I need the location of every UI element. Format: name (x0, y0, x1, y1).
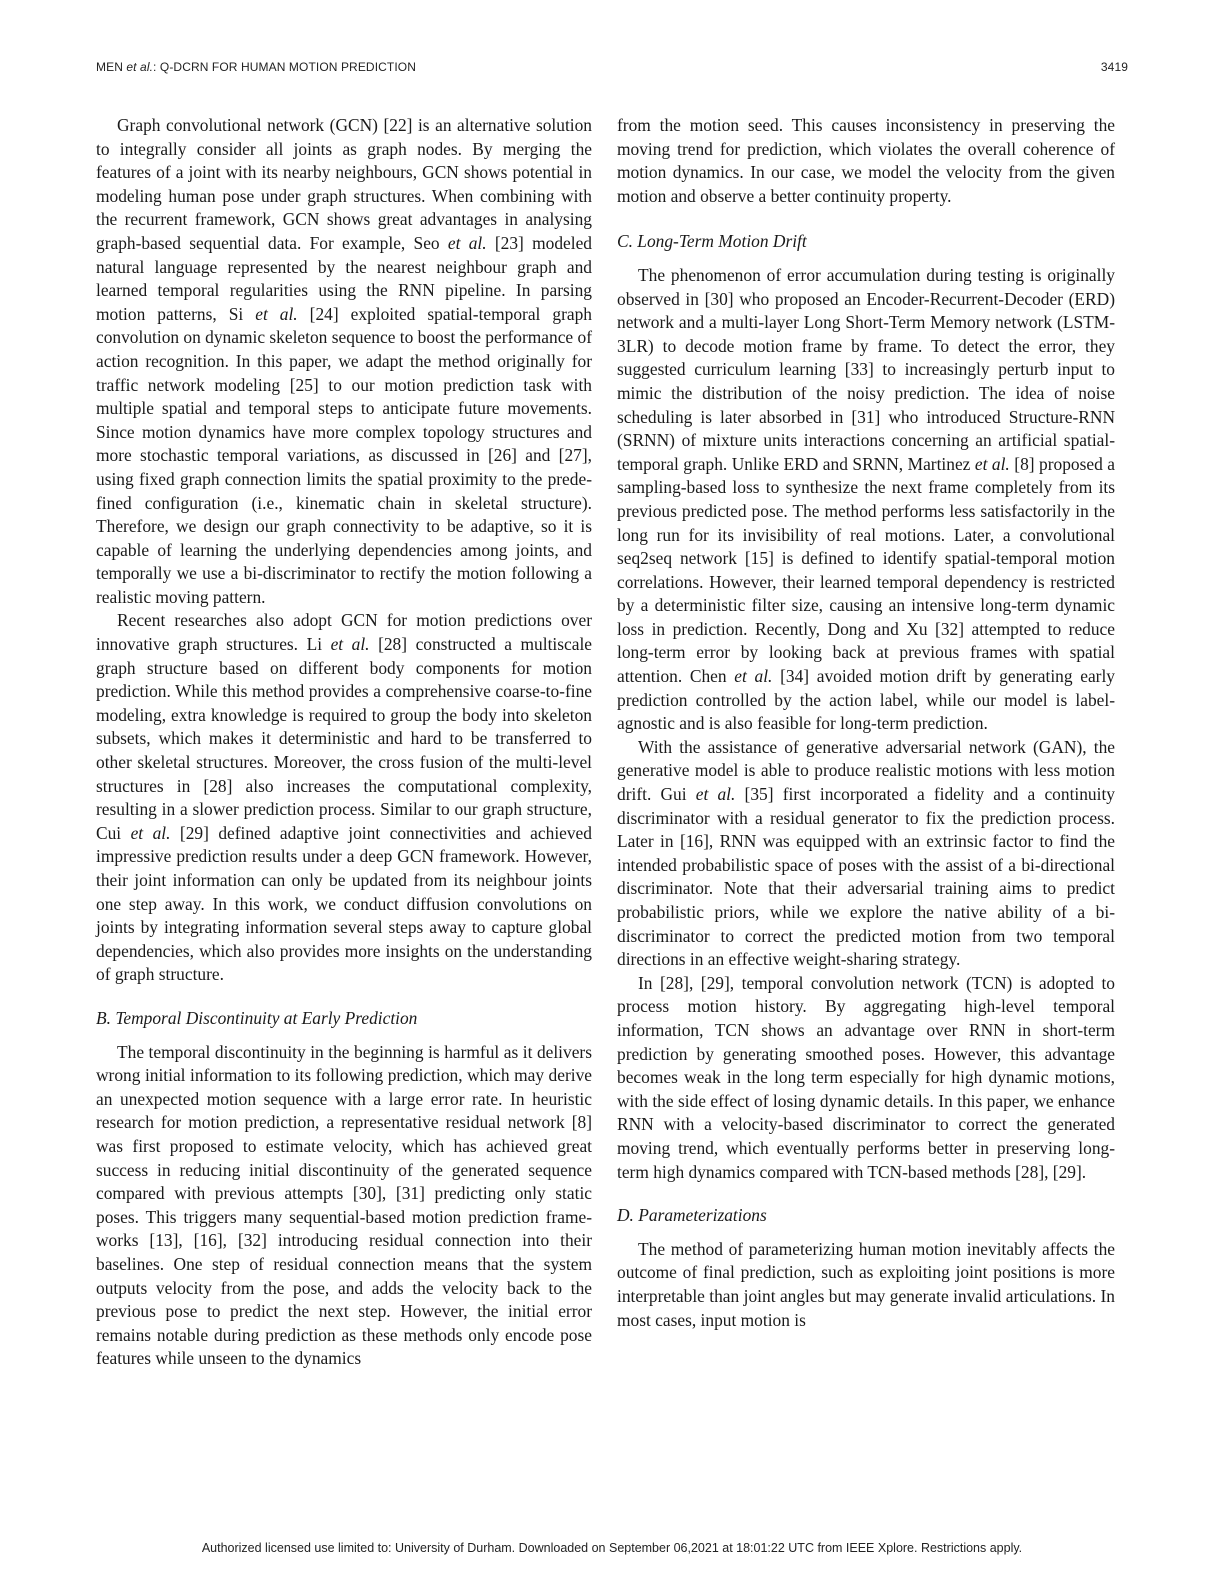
paragraph-parameterizations: The method of parameterizing human motion inevitably affects the outcome of final prediction, such as exploiting joint positions is more interpretable than joint angles but may generate invalid articulations. In most cases, input motion is (617, 1238, 1115, 1330)
right-column (617, 114, 1115, 1332)
page-number: 3419 (1100, 60, 1128, 74)
paragraph-error-accumulation: The phenomenon of error accumulation during testing is originally observed in [30] who proposed an Encoder-Recurrent-Decoder (ERD) network and a multi-layer Long Short-Term Memory network (LSTM-3LR) to decode motion frame by frame. To detect the error, they suggested curriculum learning [33] to increasingly perturb input to mimic the distribution of the noisy prediction. The idea of noise scheduling is later absorbed in [31] who introduced Structure-RNN (SRNN) of mixture units interactions concerning an artificial spatial-temporal graph. Unlike ERD and SRNN, Martinez et al. [8] proposed a sampling-based loss to synthesize the next frame completely from its previous predicted pose. The method performs less satisfactorily in the long run for its invisibility of real motions. Later, a convolutional seq2seq network [15] is defined to identify spatial-temporal motion correlations. However, their learned temporal dependency is restricted by a deterministic filter size, causing an intensive long-term dynamic loss in prediction. Recently, Dong and Xu [32] attempted to reduce long-term error by looking back at previous frames with spatial attention. Chen et al. [34] avoided motion drift by generating early prediction controlled by the action label, while our model is label-agnostic and is also feasible for long-term prediction. (617, 264, 1115, 734)
running-header (96, 60, 1128, 74)
left-column (96, 114, 592, 1371)
paragraph-gcn: Graph convolutional network (GCN) [22] is an alternative solution to integrally consider all joints as graph nodes. By merging the features of a joint with its nearby neighbours, GCN shows potential in modeling human pose under graph structures. When combining with the recurrent framework, GCN shows great advantages in analysing graph-based sequential data. For example, Seo et al. [23] modeled natural language represented by the nearest neighbour graph and learned temporal regularities using the RNN pipeline. In parsing motion patterns, Si et al. [24] exploited spatial-temporal graph convolution on dynamic skeleton sequence to boost the performance of action recognition. In this paper, we adapt the method originally for traffic network modeling [25] to our motion prediction task with multiple spatial and temporal steps to anticipate future movements. Since motion dynamics have more complex topology structures and more stochastic temporal variations, as discussed in [26] and [27], using fixed graph connection limits the spatial proximity to the predefined configuration (i.e., kinematic chain in skeletal structure). Therefore, we design our graph connectivity to be adaptive, so it is capable of learning the underlying dependencies among joints, and temporally we use a bi-discriminator to rectify the motion following a realistic moving pattern. (96, 115, 592, 607)
paragraph-continued: from the motion seed. This causes inconsistency in preserving the moving trend for prediction, which violates the overall coherence of motion dynamics. In our case, we model the velocity from the given motion and observe a better continuity property. (617, 115, 1115, 206)
section-heading-d: D. Parameterizations (617, 1205, 767, 1226)
paragraph-gan: With the assistance of generative adversarial network (GAN), the generative model is able to produce realistic motions with less motion drift. Gui et al. [35] first incorporated a fidelity and a continuity discriminator with a residual generator to fix the prediction process. Later in [16], RNN was equipped with an extrinsic factor to find the intended probabilistic space of poses with the assist of a bi-directional discriminator. Note that their adversarial training aims to predict probabilistic priors, while we explore the native ability of a bi-discriminator to correct the predicted motion from two temporal directions in an effective weight-sharing strategy. (617, 736, 1115, 970)
paragraph-tcn: In [28], [29], temporal convolution network (TCN) is adopted to process motion history. By aggregating high-level temporal information, TCN shows an advantage over RNN in short-term prediction by generating smoothed poses. However, this advantage becomes weak in the long term especially for high dynamic motions, with the side effect of losing dynamic details. In this paper, we enhance RNN with a velocity-based discriminator to correct the generated moving trend, which eventually performs better in preserving long-term high dynamics compared with TCN-based methods [28], [29]. (617, 972, 1115, 1182)
section-heading-c: C. Long-Term Motion Drift (617, 231, 807, 252)
license-footer: Authorized licensed use limited to: University of Durham. Downloaded on September 06,2021 at 18:01:22 UTC from IEEE Xplore. Restrictions apply. (201, 1541, 1023, 1555)
running-title: MEN et al.: Q-DCRN FOR HUMAN MOTION PREDICTION (96, 60, 416, 74)
section-heading-b: B. Temporal Discontinuity at Early Prediction (96, 1007, 418, 1028)
paragraph-gcn-motion: Recent researches also adopt GCN for motion predictions over innovative graph structures. Li et al. [28] constructed a multiscale graph structure based on different body components for motion prediction. While this method provides a comprehensive coarse-to-fine modeling, extra knowledge is required to group the body into skeleton subsets, which makes it deterministic and hard to be transferred to other skeletal structures. Moreover, the cross fusion of the multi-level structures in [28] also increases the computational complexity, resulting in a slower prediction process. Similar to our graph structure, Cui et al. [29] defined adaptive joint connectivities and achieved impressive prediction results under a deep GCN framework. However, their joint information can only be updated from its neighbour joints one step away. In this work, we conduct diffusion convolutions on joints by integrating information several steps away to capture global dependencies, which also provides more insights on the understanding of graph structure. (96, 610, 592, 985)
paragraph-temporal-discontinuity: The temporal discontinuity in the beginning is harmful as it delivers wrong initial information to its following prediction, which may derive an unexpected motion sequence with a large error rate. In heuristic research for motion prediction, a representative residual network [8] was first proposed to estimate velocity, which has achieved great success in reducing initial discontinuity of the generated sequence compared with previous attempts [30], [31] predicting only static poses. This triggers many sequential-based motion prediction frameworks [13], [16], [32] introducing residual connection into their baselines. One step of residual connection means that the system outputs velocity from the pose, and adds the velocity back to the previous pose to predict the next step. However, the initial error remains notable during prediction as these methods only encode pose features while unseen to the dynamics (96, 1041, 592, 1369)
